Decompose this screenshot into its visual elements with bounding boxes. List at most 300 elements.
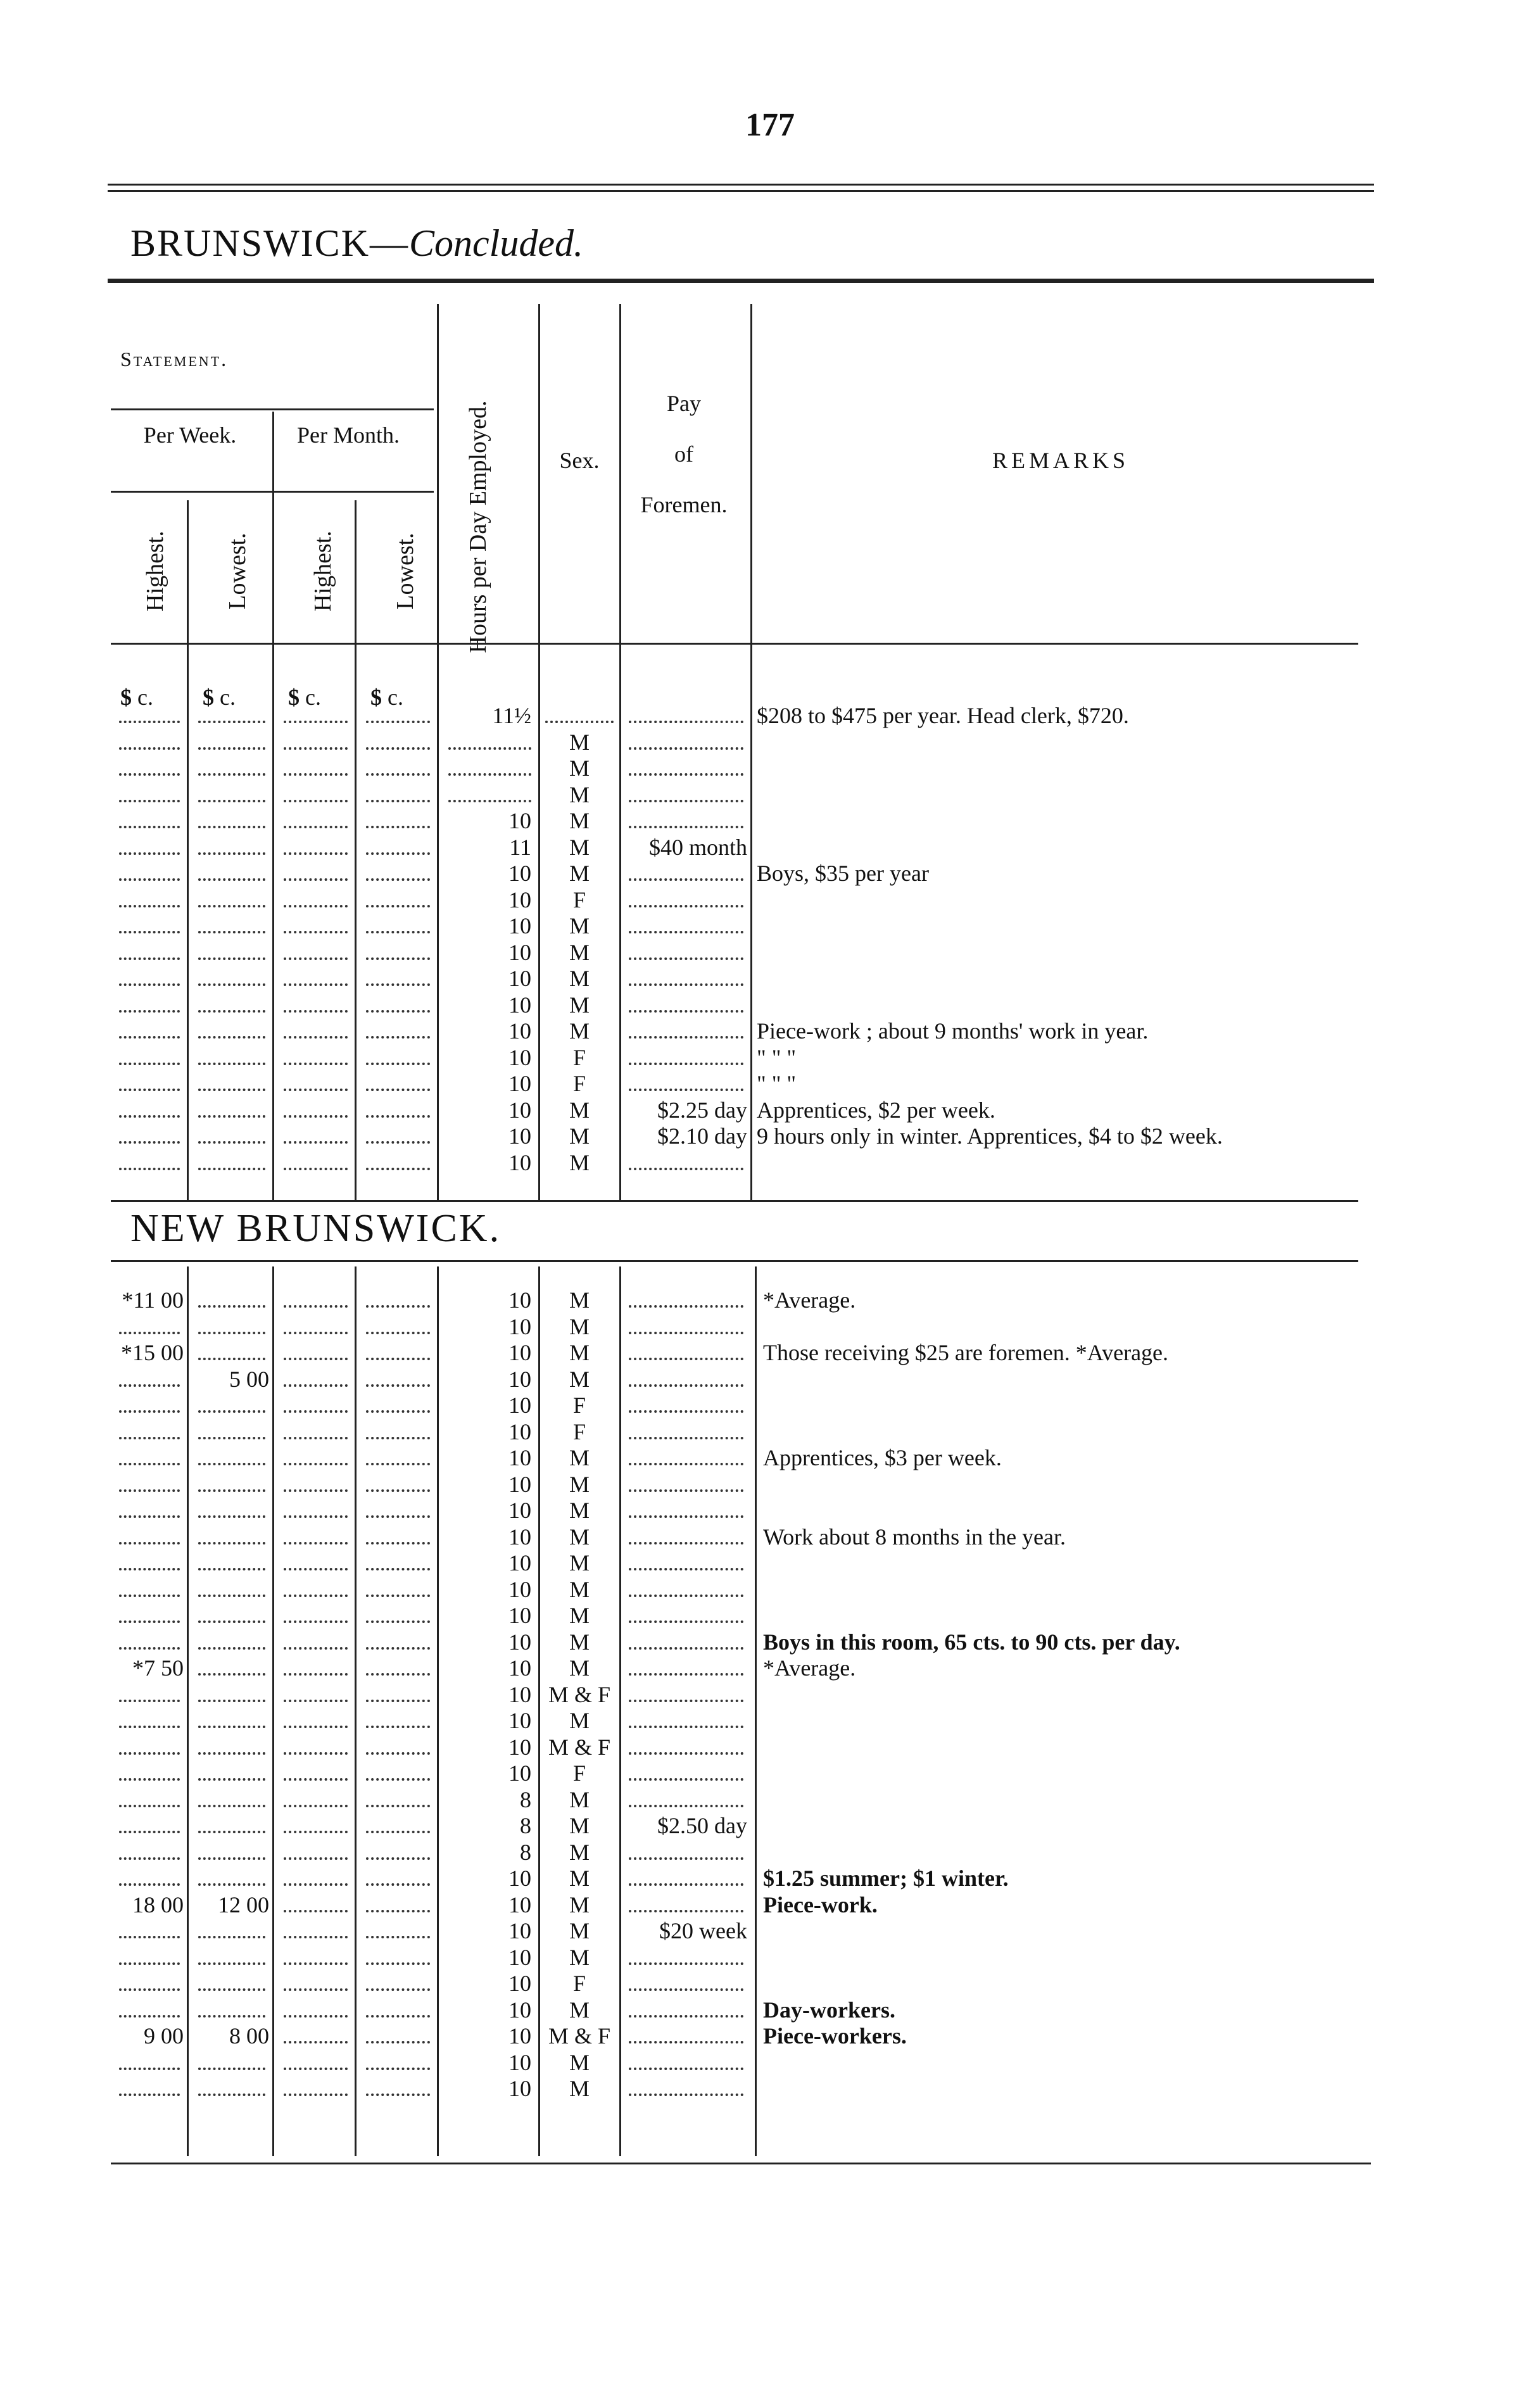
cell-sex: M <box>569 1944 590 1970</box>
leader-dots <box>119 1489 180 1492</box>
cell-sex: M <box>569 1524 590 1550</box>
leader-dots <box>198 1700 265 1702</box>
leader-dots <box>629 826 743 828</box>
unit-highest-week <box>120 684 153 711</box>
leader-dots <box>198 2094 265 2096</box>
cell-pay: $20 week <box>659 1918 747 1943</box>
cell-hours: 11½ <box>492 703 531 728</box>
cell-hours: 10 <box>508 2049 531 2075</box>
leader-dots <box>119 1410 180 1413</box>
leader-dots <box>448 800 531 802</box>
leader-dots <box>366 1542 430 1544</box>
cell-sex: M <box>569 1997 590 2023</box>
cell-lw: 12 00 <box>218 1892 269 1917</box>
cell-remark: Piece-work. <box>763 1892 878 1917</box>
leader-dots <box>366 800 430 802</box>
leader-dots <box>366 1305 430 1308</box>
leader-dots <box>366 773 430 776</box>
leader-dots <box>119 905 180 907</box>
cell-hours: 8 <box>520 1786 531 1812</box>
leader-dots <box>629 721 743 723</box>
cell-sex: M <box>569 1550 590 1576</box>
cell-remark: " " " <box>757 1044 797 1070</box>
leader-dots <box>119 878 180 881</box>
leader-dots <box>198 1673 265 1676</box>
leader-dots <box>629 2015 743 2018</box>
leader-dots <box>284 931 348 933</box>
unit-dollar: $ <box>370 685 382 710</box>
leader-dots <box>629 1437 743 1439</box>
leader-dots <box>629 1910 743 1912</box>
cell-hours: 10 <box>508 992 531 1018</box>
cell-pay: $2.25 day <box>657 1097 747 1123</box>
unit-lowest-week <box>203 684 236 711</box>
cell-hours: 10 <box>508 1734 531 1760</box>
leader-dots <box>366 1778 430 1781</box>
leader-dots <box>284 1384 348 1387</box>
header-rule-statement <box>111 408 434 410</box>
cell-hours: 10 <box>508 1418 531 1444</box>
cell-sex: M <box>569 1018 590 1044</box>
leader-dots <box>119 1542 180 1544</box>
leader-dots <box>366 1168 430 1170</box>
leader-dots <box>119 2015 180 2018</box>
cell-hours: 10 <box>508 1471 531 1497</box>
leader-dots <box>198 931 265 933</box>
leader-dots <box>366 1936 430 1938</box>
cell-hw: 9 00 <box>144 2023 184 2049</box>
leader-dots <box>284 1489 348 1492</box>
cell-remark: *Average. <box>763 1287 856 1313</box>
title-main: BRUNSWICK— <box>130 222 410 264</box>
cell-hours: 10 <box>508 1760 531 1786</box>
cell-sex: F <box>572 1393 586 1418</box>
cell-remark: " " " <box>757 1071 797 1096</box>
cell-hours: 10 <box>508 1997 531 2023</box>
leader-dots <box>366 957 430 960</box>
unit-cent: c. <box>220 685 236 710</box>
leader-dots <box>119 1726 180 1728</box>
col-rule <box>619 304 621 1200</box>
leader-dots <box>198 905 265 907</box>
leader-dots <box>198 1410 265 1413</box>
cell-lw: 8 00 <box>229 2023 269 2049</box>
leader-dots <box>366 1568 430 1570</box>
unit-cent: c. <box>137 685 153 710</box>
unit-cent: c. <box>305 685 321 710</box>
cell-hours: 10 <box>508 1655 531 1681</box>
leader-dots <box>284 826 348 828</box>
cell-hours: 10 <box>508 1097 531 1123</box>
leader-dots <box>629 1410 743 1413</box>
leader-dots <box>119 1595 180 1597</box>
leader-dots <box>284 1910 348 1912</box>
cell-hours: 10 <box>508 1944 531 1970</box>
cell-pay: $2.10 day <box>657 1123 747 1149</box>
header-remarks: REMARKS <box>992 448 1130 473</box>
leader-dots <box>119 1805 180 1807</box>
cell-sex: M <box>569 966 590 991</box>
leader-dots <box>284 1437 348 1439</box>
cell-hours: 10 <box>508 861 531 886</box>
leader-dots <box>629 905 743 907</box>
leader-dots <box>198 1962 265 1965</box>
leader-dots <box>198 1358 265 1360</box>
leader-dots <box>629 1726 743 1728</box>
leader-dots <box>284 1647 348 1650</box>
leader-dots <box>198 826 265 828</box>
leader-dots <box>284 1168 348 1170</box>
leader-dots <box>629 983 743 986</box>
leader-dots <box>629 1673 743 1676</box>
header-pay-line1: Pay <box>667 391 701 416</box>
leader-dots <box>366 1752 430 1755</box>
leader-dots <box>284 852 348 855</box>
unit-dollar: $ <box>203 685 214 710</box>
leader-dots <box>366 1910 430 1912</box>
cell-hours: 10 <box>508 1550 531 1576</box>
leader-dots <box>629 1089 743 1091</box>
leader-dots <box>198 1489 265 1492</box>
cell-hours: 10 <box>508 2076 531 2101</box>
cell-hours: 10 <box>508 1018 531 1044</box>
cell-sex: M & F <box>548 1681 611 1707</box>
leader-dots <box>284 1936 348 1938</box>
leader-dots <box>366 1988 430 1991</box>
cell-sex: M <box>569 1813 590 1838</box>
cell-sex: M & F <box>548 1734 611 1760</box>
leader-dots <box>198 1063 265 1065</box>
leader-dots <box>119 1063 180 1065</box>
cell-sex: M <box>569 913 590 938</box>
leader-dots <box>284 1542 348 1544</box>
header-pay <box>624 389 744 519</box>
leader-dots <box>366 1515 430 1518</box>
unit-lowest-month <box>370 684 403 711</box>
leader-dots <box>119 1857 180 1860</box>
leader-dots <box>284 1805 348 1807</box>
leader-dots <box>284 1063 348 1065</box>
cell-sex: M <box>569 1123 590 1149</box>
leader-dots <box>284 2094 348 2096</box>
leader-dots <box>284 1089 348 1091</box>
leader-dots <box>366 1726 430 1728</box>
leader-dots <box>284 957 348 960</box>
leader-dots <box>629 878 743 881</box>
leader-dots <box>198 1463 265 1465</box>
cell-sex: M <box>569 1892 590 1917</box>
cell-sex: F <box>572 1760 586 1786</box>
leader-dots <box>366 1332 430 1334</box>
cell-sex: M <box>569 1629 590 1655</box>
cell-hours: 8 <box>520 1813 531 1838</box>
leader-dots <box>629 1489 743 1492</box>
col-rule <box>187 1266 189 2156</box>
leader-dots <box>119 1568 180 1570</box>
cell-hours: 10 <box>508 1149 531 1175</box>
leader-dots <box>284 1831 348 1833</box>
cell-sex: M <box>569 1313 590 1339</box>
leader-dots <box>629 1752 743 1755</box>
leader-dots <box>284 1883 348 1886</box>
cell-hours: 8 <box>520 1839 531 1865</box>
leader-dots <box>629 800 743 802</box>
header-per-week: Per Week. <box>143 422 237 448</box>
leader-dots <box>366 1831 430 1833</box>
col-rule <box>437 1266 439 2156</box>
leader-dots <box>629 1515 743 1518</box>
leader-dots <box>629 1595 743 1597</box>
leader-dots <box>284 1515 348 1518</box>
leader-dots <box>198 1620 265 1623</box>
leader-dots <box>629 1778 743 1781</box>
cell-sex: M <box>569 1786 590 1812</box>
leader-dots <box>284 747 348 750</box>
leader-dots <box>119 1988 180 1991</box>
section-rule-bottom <box>111 1260 1358 1262</box>
cell-pay: $2.50 day <box>657 1813 747 1838</box>
leader-dots <box>366 2094 430 2096</box>
leader-dots <box>366 1358 430 1360</box>
leader-dots <box>629 931 743 933</box>
leader-dots <box>198 1305 265 1308</box>
cell-sex: M & F <box>548 2023 611 2049</box>
bottom-rule <box>111 2163 1371 2164</box>
cell-sex: M <box>569 834 590 860</box>
leader-dots <box>629 2041 743 2043</box>
leader-dots <box>119 1463 180 1465</box>
leader-dots <box>119 2068 180 2070</box>
leader-dots <box>629 957 743 960</box>
leader-dots <box>629 1063 743 1065</box>
leader-dots <box>284 1857 348 1860</box>
leader-dots <box>119 1332 180 1334</box>
leader-dots <box>119 1831 180 1833</box>
cell-hw: *15 00 <box>121 1340 184 1365</box>
leader-dots <box>366 1883 430 1886</box>
leader-dots <box>629 1384 743 1387</box>
col-rule <box>538 1266 540 2156</box>
leader-dots <box>284 1115 348 1118</box>
unit-highest-month <box>288 684 321 711</box>
leader-dots <box>284 1726 348 1728</box>
cell-sex: M <box>569 992 590 1018</box>
leader-dots <box>284 1595 348 1597</box>
leader-dots <box>629 1542 743 1544</box>
cell-hours: 10 <box>508 1340 531 1365</box>
leader-dots <box>284 1700 348 1702</box>
cell-sex: M <box>569 729 590 755</box>
leader-dots <box>366 1089 430 1091</box>
leader-dots <box>198 1542 265 1544</box>
header-hours: Hours per Day Employed. <box>465 400 491 654</box>
cell-remark: Those receiving $25 are foremen. *Average. <box>763 1340 1169 1365</box>
col-rule <box>437 304 439 1200</box>
leader-dots <box>119 983 180 986</box>
leader-dots <box>198 773 265 776</box>
cell-sex: M <box>569 1149 590 1175</box>
leader-dots <box>366 1673 430 1676</box>
cell-sex: M <box>569 1708 590 1733</box>
leader-dots <box>119 957 180 960</box>
leader-dots <box>366 721 430 723</box>
leader-dots <box>198 1010 265 1013</box>
leader-dots <box>284 1778 348 1781</box>
cell-sex: F <box>572 1044 586 1070</box>
leader-dots <box>284 1358 348 1360</box>
col-rule <box>538 304 540 1200</box>
cell-remark: Boys in this room, 65 cts. to 90 cts. per day. <box>763 1629 1180 1655</box>
leader-dots <box>629 1857 743 1860</box>
leader-dots <box>284 1463 348 1465</box>
leader-dots <box>284 878 348 881</box>
cell-hours: 11 <box>509 834 531 860</box>
cell-sex: M <box>569 1655 590 1681</box>
leader-dots <box>198 852 265 855</box>
leader-dots <box>198 1568 265 1570</box>
leader-dots <box>366 1962 430 1965</box>
leader-dots <box>366 878 430 881</box>
leader-dots <box>366 1437 430 1439</box>
leader-dots <box>284 721 348 723</box>
cell-remark: Piece-workers. <box>763 2023 907 2049</box>
leader-dots <box>198 1089 265 1091</box>
title-italic: Concluded. <box>409 222 583 264</box>
leader-dots <box>629 1568 743 1570</box>
cell-hours: 10 <box>508 1866 531 1891</box>
leader-dots <box>284 800 348 802</box>
cell-sex: M <box>569 781 590 807</box>
cell-hours: 10 <box>508 1313 531 1339</box>
section-title: NEW BRUNSWICK. <box>130 1207 502 1250</box>
leader-dots <box>629 2094 743 2096</box>
leader-dots <box>198 2068 265 2070</box>
leader-dots <box>366 1141 430 1144</box>
leader-dots <box>366 2015 430 2018</box>
leader-dots <box>629 773 743 776</box>
cell-sex: M <box>569 1603 590 1628</box>
leader-dots <box>198 983 265 986</box>
leader-dots <box>198 1168 265 1170</box>
leader-dots <box>629 1358 743 1360</box>
leader-dots <box>284 1332 348 1334</box>
leader-dots <box>629 1883 743 1886</box>
header-lowest-month: Lowest. <box>392 533 419 610</box>
leader-dots <box>284 1410 348 1413</box>
leader-dots <box>119 1700 180 1702</box>
leader-dots <box>366 1410 430 1413</box>
cell-sex: M <box>569 1576 590 1602</box>
cell-remark: 9 hours only in winter. Apprentices, $4 to $2 week. <box>757 1123 1223 1149</box>
leader-dots <box>366 2068 430 2070</box>
leader-dots <box>284 1141 348 1144</box>
header-statement: Statement. <box>120 348 229 370</box>
cell-sex: M <box>569 2049 590 2075</box>
leader-dots <box>119 1437 180 1439</box>
header-bottom-rule <box>111 643 1358 645</box>
cell-sex: M <box>569 939 590 965</box>
leader-dots <box>366 747 430 750</box>
col-rule <box>355 1266 357 2156</box>
cell-hours: 10 <box>508 913 531 938</box>
leader-dots <box>629 1647 743 1650</box>
header-highest-week: Highest. <box>142 531 168 612</box>
cell-sex: M <box>569 1866 590 1891</box>
cell-hours: 10 <box>508 1524 531 1550</box>
leader-dots <box>119 1962 180 1965</box>
cell-hw: *11 00 <box>122 1287 184 1313</box>
header-lowest-week: Lowest. <box>224 533 251 610</box>
cell-sex: F <box>572 1418 586 1444</box>
leader-dots <box>198 1752 265 1755</box>
cell-hours: 10 <box>508 887 531 913</box>
leader-dots <box>284 2015 348 2018</box>
leader-dots <box>629 1332 743 1334</box>
cell-remark: $208 to $475 per year. Head clerk, $720. <box>757 703 1129 728</box>
leader-dots <box>198 1332 265 1334</box>
cell-remark: Apprentices, $3 per week. <box>763 1445 1002 1470</box>
unit-dollar: $ <box>288 685 300 710</box>
leader-dots <box>198 1857 265 1860</box>
leader-dots <box>119 1936 180 1938</box>
header-sex: Sex. <box>559 448 600 473</box>
leader-dots <box>119 1647 180 1650</box>
leader-dots <box>629 1305 743 1308</box>
leader-dots <box>119 1620 180 1623</box>
leader-dots <box>198 1805 265 1807</box>
leader-dots <box>366 1805 430 1807</box>
leader-dots <box>545 721 614 723</box>
leader-dots <box>198 2015 265 2018</box>
cell-sex: M <box>569 1918 590 1943</box>
header-highest-month: Highest. <box>310 531 336 612</box>
col-rule <box>272 1266 274 2156</box>
leader-dots <box>119 826 180 828</box>
leader-dots <box>198 1141 265 1144</box>
cell-pay: $40 month <box>648 834 747 860</box>
leader-dots <box>119 1384 180 1387</box>
title-rule <box>108 279 1374 283</box>
col-rule <box>355 500 357 1200</box>
leader-dots <box>366 1063 430 1065</box>
leader-dots <box>119 747 180 750</box>
cell-sex: F <box>572 887 586 913</box>
leader-dots <box>284 773 348 776</box>
leader-dots <box>198 1726 265 1728</box>
header-pay-line2: of <box>674 441 693 467</box>
leader-dots <box>284 1752 348 1755</box>
cell-hours: 10 <box>508 1498 531 1523</box>
cell-hours: 10 <box>508 1123 531 1149</box>
cell-sex: M <box>569 1340 590 1365</box>
leader-dots <box>448 747 531 750</box>
leader-dots <box>119 1036 180 1039</box>
unit-dollar: $ <box>120 685 132 710</box>
leader-dots <box>119 1883 180 1886</box>
leader-dots <box>366 1384 430 1387</box>
leader-dots <box>284 1962 348 1965</box>
leader-dots <box>284 905 348 907</box>
cell-sex: F <box>572 1071 586 1096</box>
leader-dots <box>629 1620 743 1623</box>
leader-dots <box>366 1010 430 1013</box>
leader-dots <box>366 905 430 907</box>
cell-sex: M <box>569 1498 590 1523</box>
leader-dots <box>198 1647 265 1650</box>
col-rule <box>187 500 189 1200</box>
leader-dots <box>629 1036 743 1039</box>
leader-dots <box>366 1463 430 1465</box>
